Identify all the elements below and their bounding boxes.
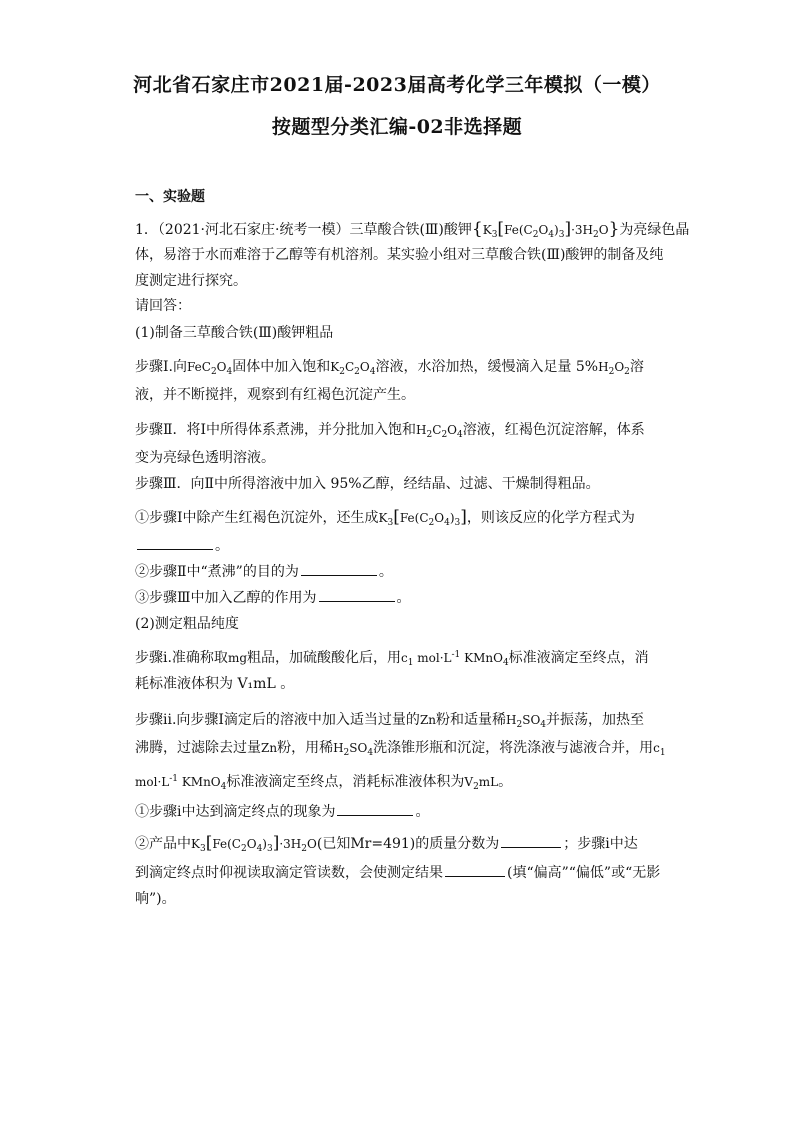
q2-end: 。 (378, 564, 393, 580)
formula-k3-fe-c2o4-3-3h2o: $K_3[Fe(C_2O_4)_3]\cdot 3H_2O$ (191, 833, 317, 854)
formula-mol-kmno4: $mol\cdot L^{-1}$ KMnO$_4$ (135, 774, 227, 792)
step2-text: 溶液，红褐色沉淀溶解，体系 (462, 422, 645, 438)
step-ii-line3 (135, 770, 665, 796)
step1-line1 (135, 358, 665, 381)
intro-text: 三草酸合铁(Ⅲ)酸钾 (349, 222, 472, 238)
qb-text: (填“偏高”“偏低”或“无影 (507, 865, 661, 881)
q3-text: ③步骤Ⅲ中加入乙醇的作用为 (135, 590, 317, 606)
step1-text: 溶液，水浴加热，缓慢滴入足量 5% (375, 359, 599, 375)
step1-text: 固体中加入饱和 (232, 359, 331, 375)
q1-line2 (135, 537, 665, 555)
answer-blank[interactable] (319, 589, 395, 602)
q3-end: 。 (396, 590, 411, 606)
document-title-line1: 河北省石家庄市2021届-2023届高考化学三年模拟（一模） (133, 74, 661, 96)
document-title-line2: 按题型分类汇编-02非选择题 (271, 116, 523, 138)
step-ii-text: 步骤ⅱ.向步骤Ⅰ滴定后的溶液中加入适当过量的 (135, 712, 420, 728)
step1-text: 溶 (629, 359, 644, 375)
answer-blank[interactable] (501, 835, 561, 848)
formula-h2o2: $H_2O_2$ (598, 360, 630, 377)
step-ii-text: 粉和适量稀 (436, 712, 507, 728)
qb-line2 (135, 864, 665, 882)
formula-v2: $V_2mL$ (464, 775, 499, 792)
step-ii-line1 (135, 711, 665, 734)
qb-line3: 响”)。 (135, 891, 176, 907)
step-ii-text: 。 (498, 774, 513, 790)
step3-line: 步骤Ⅲ．向Ⅱ中所得溶液中加入 95%乙醇，经结晶、过滤、干燥制得粗品。 (135, 476, 600, 492)
step-i-line1 (135, 646, 665, 672)
qb-text: ②产品中 (135, 836, 191, 852)
q2-line (135, 563, 665, 581)
q1-end: 。 (215, 538, 229, 554)
answer-blank[interactable] (301, 563, 377, 576)
step-i-text: 步骤ⅰ.准确称取 (135, 650, 228, 666)
zn-symbol: Zn (419, 713, 437, 727)
step-ii-text: 洗涤锥形瓶和沉淀，将洗涤液与滤液合并，用 (373, 740, 654, 756)
qa-text: ①步骤ⅰ中达到滴定终点的现象为 (135, 804, 336, 820)
step-i-line2: 耗标准液体积为 V₁mL 。 (135, 676, 295, 692)
qb-text: ；步骤ⅰ中达 (563, 836, 638, 852)
zn-symbol: Zn (261, 741, 278, 755)
formula-c1: $c_1$ (653, 741, 666, 758)
section-heading: 一、实验题 (135, 189, 205, 205)
step-ii-text: 粉，用稀 (277, 740, 334, 756)
formula-h2so4: $H_2SO_4$ (333, 741, 374, 758)
answer-blank[interactable] (337, 803, 413, 816)
q3-line (135, 589, 665, 607)
question-source: （2021·河北石家庄·统考一模） (157, 222, 350, 238)
step-ii-text: 并振荡，加热至 (546, 712, 645, 728)
part2-heading: (2)测定粗品纯度 (135, 616, 239, 632)
formula-c1-kmno4: $c_1$ $mol\cdot L^{-1}$ KMnO$_4$ (401, 650, 509, 668)
question-intro-line2: 体，易溶于水而难溶于乙醇等有机溶剂。某实验小组对三草酸合铁(Ⅲ)酸钾的制备及纯 (135, 247, 664, 263)
formula-k3-fe-c2o4-3h2o: $\{K_3[Fe(C_2O_4)_3]\cdot 3H_2O\}$ (471, 219, 620, 240)
question-intro-line1 (135, 219, 690, 244)
q1-text: ①步骤Ⅰ中除产生红褐色沉淀外，还生成 (135, 510, 379, 526)
q2-text: ②步骤Ⅱ中“煮沸”的目的为 (135, 564, 299, 580)
question-intro-line3: 度测定进行探究。 (135, 273, 247, 289)
step2-text: 步骤Ⅱ．将Ⅰ中所得体系煮沸，并分批加入饱和 (135, 422, 417, 438)
qb-line1 (135, 834, 665, 858)
step-ii-text: 标准液滴定至终点，消耗标准液体积为 (226, 774, 465, 790)
answer-blank[interactable] (445, 864, 505, 877)
qa-end: 。 (415, 804, 430, 820)
step1-line2: 液，并不断搅拌，观察到有红褐色沉淀产生。 (135, 387, 415, 403)
part1-heading: (1)制备三草酸合铁(Ⅲ)酸钾粗品 (135, 325, 334, 341)
q1-text: ，则该反应的化学方程式为 (466, 510, 635, 526)
step-i-text: 粗品，加硫酸酸化后，用 (247, 650, 401, 666)
formula-k2c2o4: $K_2C_2O_4$ (330, 360, 376, 377)
formula-h2so4: $H_2SO_4$ (506, 713, 547, 730)
qb-text: (已知Mr=491)的质量分数为 (316, 836, 500, 852)
intro-text: 为亮绿色晶 (619, 222, 690, 238)
mass-symbol: mg (227, 651, 247, 665)
question-number: 1． (135, 222, 158, 238)
prompt-text: 请回答： (135, 298, 191, 314)
step1-text: 步骤Ⅰ.向 (135, 359, 187, 375)
qb-text: 到滴定终点时仰视读取滴定管读数，会使测定结果 (135, 865, 443, 881)
step-ii-text: 沸腾，过滤除去过量 (135, 740, 261, 756)
formula-fec2o4: $FeC_2O_4$ (186, 360, 233, 377)
qa-line (135, 803, 665, 821)
formula-h2c2o4: $H_2C_2O_4$ (416, 423, 463, 440)
formula-k3-fe-c2o4-3: $K_3[Fe(C_2O_4)_3]$ (378, 507, 467, 528)
step2-line2: 变为亮绿色透明溶液。 (135, 450, 275, 466)
answer-blank[interactable] (137, 537, 213, 550)
step-ii-line2 (135, 739, 665, 762)
q1-line1 (135, 508, 665, 532)
step2-line1 (135, 421, 665, 444)
step-i-text: 标准液滴定至终点，消 (508, 650, 649, 666)
